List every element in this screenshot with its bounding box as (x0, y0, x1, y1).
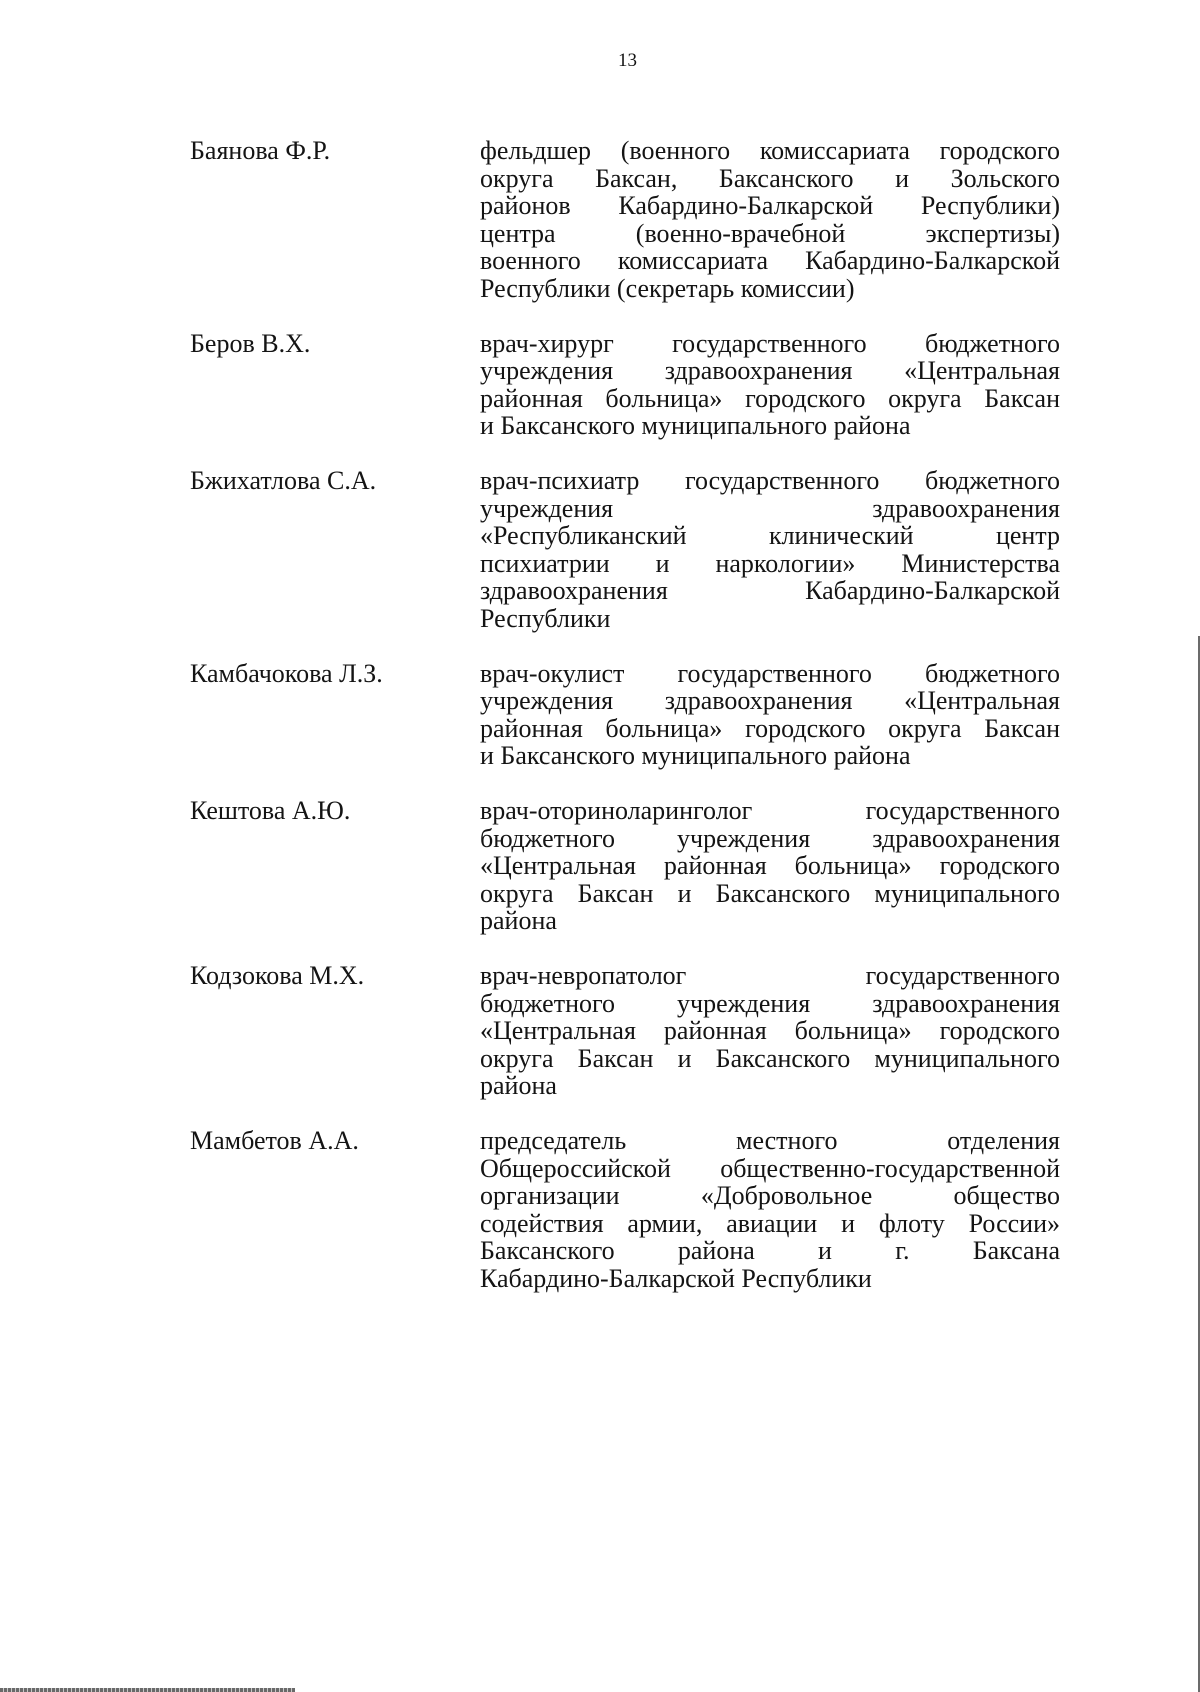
position-line: военного комиссариата Кабардино-Балкарской (480, 246, 1060, 275)
position-line: районная больница» городского округа Баксан (480, 383, 1060, 413)
position-line: бюджетного учреждения здравоохранения (480, 823, 1060, 853)
member-entry (190, 330, 1060, 440)
position-line: врач-невропатолог государственного (480, 961, 1060, 990)
scan-artifact (0, 1688, 295, 1692)
position-line: фельдшер (военного комиссариата городского (480, 136, 1060, 165)
position-line: округа Баксан, Баксанского и Зольского (480, 163, 1060, 193)
position-line: учреждения здравоохранения «Центральная (480, 686, 1060, 715)
position-line: Кабардино-Балкарской Республики (480, 1263, 872, 1293)
position-line: округа Баксан и Баксанского муниципального (480, 878, 1060, 908)
position-line: организации «Добровольное общество (480, 1181, 1060, 1210)
position-line: районов Кабардино-Балкарской Республики) (480, 191, 1060, 220)
member-position (480, 1127, 1060, 1292)
position-line: врач-психиатр государственного бюджетного (480, 466, 1060, 495)
position-line: «Республиканский клинический центр (480, 521, 1060, 550)
position-line: «Центральная районная больница» городского (480, 851, 1060, 880)
member-entry (190, 797, 1060, 935)
member-name: Беров В.Х. (190, 328, 311, 358)
member-position (480, 467, 1060, 632)
position-line: Баксанского района и г. Баксана (480, 1236, 1060, 1265)
member-entry (190, 660, 1060, 770)
member-position (480, 797, 1060, 935)
position-line: Республики (480, 603, 611, 633)
member-name: Кештова А.Ю. (190, 796, 351, 825)
position-line: врач-оториноларинголог государственного (480, 796, 1060, 825)
member-name: Кодзокова М.Х. (190, 961, 365, 990)
position-line: психиатрии и наркологии» Министерства (480, 548, 1060, 578)
member-name: Мамбетов А.А. (190, 1126, 359, 1155)
position-line: содействия армии, авиации и флоту России» (480, 1208, 1060, 1238)
position-line: здравоохранения Кабардино-Балкарской (480, 576, 1060, 605)
member-position (480, 962, 1060, 1100)
member-entry (190, 467, 1060, 632)
member-entry (190, 962, 1060, 1100)
position-line: центра (военно-врачебной экспертизы) (480, 218, 1060, 248)
member-position (480, 660, 1060, 770)
position-line: Республики (секретарь комиссии) (480, 273, 855, 303)
position-line: и Баксанского муниципального района (480, 411, 911, 440)
member-entry (190, 137, 1060, 302)
member-position (480, 330, 1060, 440)
member-name: Камбачокова Л.З. (190, 658, 383, 688)
member-name: Баянова Ф.Р. (190, 136, 331, 165)
position-line: «Центральная районная больница» городского (480, 1016, 1060, 1045)
position-line: учреждения здравоохранения «Центральная (480, 356, 1060, 385)
member-name: Бжихатлова С.А. (190, 466, 377, 495)
position-line: района (480, 906, 557, 935)
commission-member-list (190, 137, 1060, 1320)
position-line: учреждения здравоохранения (480, 493, 1060, 523)
page-number: 13 (618, 50, 637, 71)
position-line: района (480, 1071, 557, 1100)
member-entry (190, 1127, 1060, 1292)
position-line: округа Баксан и Баксанского муниципального (480, 1043, 1060, 1073)
position-line: бюджетного учреждения здравоохранения (480, 988, 1060, 1018)
position-line: врач-хирург государственного бюджетного (480, 328, 1060, 358)
position-line: врач-окулист государственного бюджетного (480, 658, 1060, 688)
position-line: председатель местного отделения (480, 1126, 1060, 1155)
position-line: Общероссийской общественно-государственной (480, 1153, 1060, 1183)
position-line: и Баксанского муниципального района (480, 741, 911, 770)
member-position (480, 137, 1060, 302)
position-line: районная больница» городского округа Баксан (480, 713, 1060, 743)
